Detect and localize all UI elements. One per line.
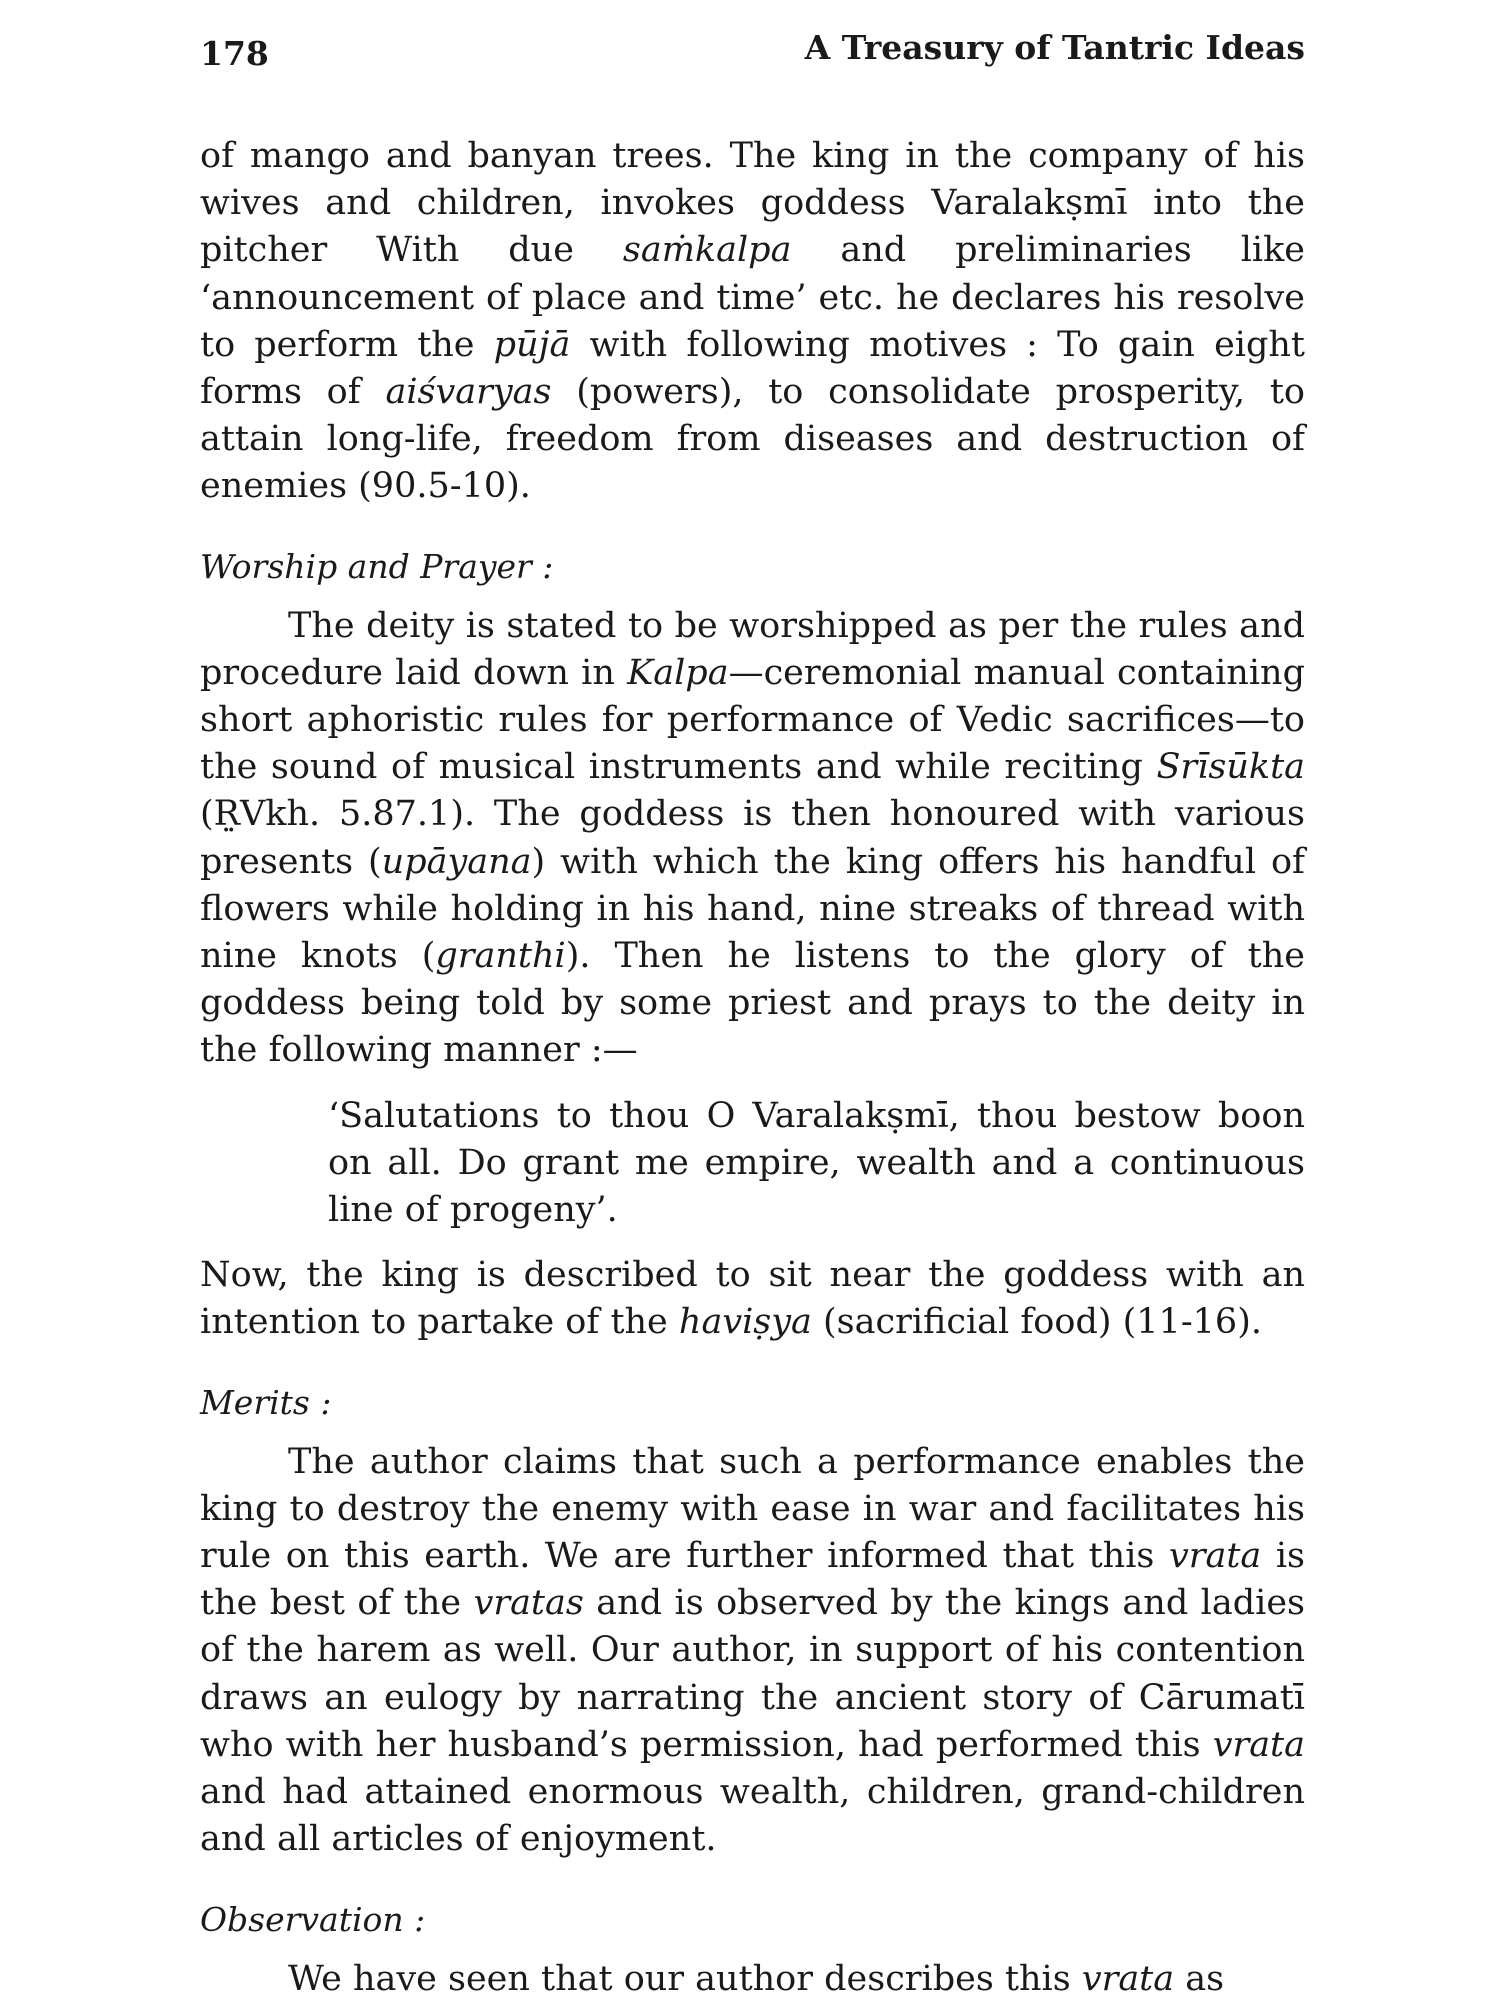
book-page	[200, 22, 1305, 2003]
term-aisvaryas: aiśvaryas	[385, 372, 552, 413]
heading-worship-and-prayer: Worship and Prayer :	[200, 546, 554, 586]
paragraph-observation: We have seen that our author describes this vrata as	[288, 1958, 1225, 1999]
term-vratas: vratas	[473, 1583, 584, 1624]
paragraph-partake: Now, the king is described to sit near the goddess with an intention to partake of the haviṣya (sacrificial food) (11-16).	[200, 1255, 1305, 1343]
term-kalpa: Kalpa	[627, 652, 729, 693]
heading-observation: Observation :	[200, 1899, 426, 1939]
term-havisya: haviṣya	[678, 1302, 812, 1343]
book-title: A Treasury of Tantric Ideas	[804, 28, 1305, 67]
term-vrata: vrata	[1081, 1958, 1175, 1999]
term-granthi: granthi	[435, 936, 566, 977]
term-srisukta: Srīsūkta	[1156, 747, 1305, 788]
term-vrata: vrata	[1168, 1536, 1262, 1577]
prayer-quote: ‘Salutations to thou O Varalakṣmī, thou bestow boon on all. Do grant me empire, wealth and a continuous line of progeny’.	[328, 1095, 1305, 1231]
paragraph-worship: The deity is stated to be worshipped as per the rules and procedure laid down in Kalpa—ceremonial manual containing short aphoristic rules for performance of Vedic sacrifices—to the sound of musical instruments and while reciting Srīsūkta (Ṛ̣Vkh. 5.87.1). The goddess is then honoured with various presents (upāyana) with which the king offers his handful of flowers while holding in his hand, nine streaks of thread with nine knots (granthi). Then he listens to the glory of the goddess being told by some priest and prays to the deity in the following manner :—	[200, 605, 1305, 1071]
running-header	[200, 22, 1305, 78]
paragraph-merits: The author claims that such a performance enables the king to destroy the enemy with ease in war and facilitates his rule on this earth. We are further informed that this vrata is the best of the vratas and is observed by the kings and ladies of the harem as well. Our author, in support of his contention draws an eulogy by narrating the ancient story of Cārumatī who with her husband’s permission, had performed this vrata and had attained enormous wealth, children, grand-children and all articles of enjoyment.	[200, 1441, 1306, 1860]
term-vrata: vrata	[1212, 1724, 1305, 1765]
heading-merits: Merits :	[200, 1382, 332, 1422]
term-upayana: upāyana	[381, 841, 532, 882]
paragraph-invocation: of mango and banyan trees. The king in the company of his wives and children, invokes goddess Varalakṣmī into the pitcher With due saṁkalpa and preliminaries like ‘announcement of place and time’ etc. he declares his resolve to perform the pūjā with following motives : To gain eight forms of aiśvaryas (powers), to consolidate prosperity, to attain long-life, freedom from diseases and destruction of enemies (90.5-10).	[200, 136, 1306, 507]
page-number: 178	[200, 34, 269, 73]
term-samkalpa: saṁkalpa	[622, 230, 792, 271]
term-puja: pūjā	[493, 324, 571, 365]
